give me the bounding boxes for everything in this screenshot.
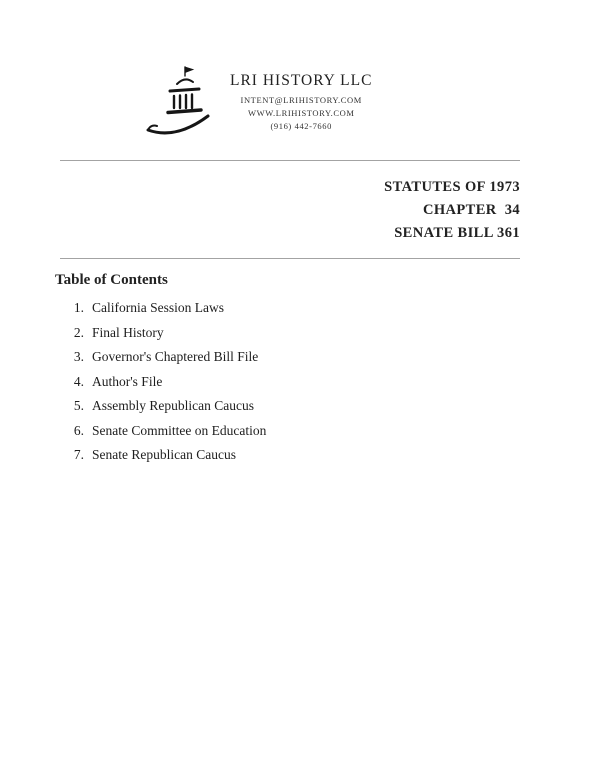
divider-top <box>60 160 520 161</box>
toc-item-label: Author's File <box>92 373 163 389</box>
chapter-line: CHAPTER 34 <box>422 202 520 218</box>
firm-name: LRI HISTORY LLC <box>230 72 373 89</box>
toc-item <box>68 399 266 413</box>
toc-item-label: Final History <box>92 324 164 340</box>
toc-item <box>68 448 266 462</box>
toc-item-label: Senate Republican Caucus <box>92 447 236 462</box>
toc-list <box>68 301 266 473</box>
case-reference <box>384 176 520 245</box>
firm-contact <box>230 94 372 133</box>
firm-website: WWW.LRIHISTORY.COM <box>247 108 355 118</box>
letterhead <box>140 64 372 144</box>
statutes-line: STATUTES OF 1973 <box>384 179 520 195</box>
firm-phone: (916) 442-7660 <box>270 121 332 131</box>
firm-info <box>230 64 372 133</box>
toc-item <box>68 375 266 389</box>
toc-item-number: 7. <box>73 447 84 462</box>
toc-item-label: Senate Committee on Education <box>92 422 267 438</box>
capitol-logo-icon <box>140 64 214 144</box>
toc-item-number: 1. <box>73 300 84 315</box>
toc-item-label: Assembly Republican Caucus <box>92 398 254 413</box>
toc-item-number: 2. <box>73 324 84 340</box>
toc-item-number: 4. <box>73 373 84 389</box>
toc-item <box>68 424 266 438</box>
toc-title: Table of Contents <box>55 272 168 288</box>
toc-item-number: 3. <box>73 349 84 364</box>
toc-item-label: Governor's Chaptered Bill File <box>92 349 259 364</box>
toc-item <box>68 326 266 340</box>
toc-item-number: 5. <box>73 398 84 413</box>
toc-item <box>68 301 266 315</box>
divider-bottom <box>60 258 520 259</box>
toc-item <box>68 350 266 364</box>
firm-email: INTENT@LRIHISTORY.COM <box>240 95 362 105</box>
toc-item-label: California Session Laws <box>92 300 224 315</box>
senate-bill-line: SENATE BILL 361 <box>394 225 520 241</box>
toc-item-number: 6. <box>73 422 84 438</box>
